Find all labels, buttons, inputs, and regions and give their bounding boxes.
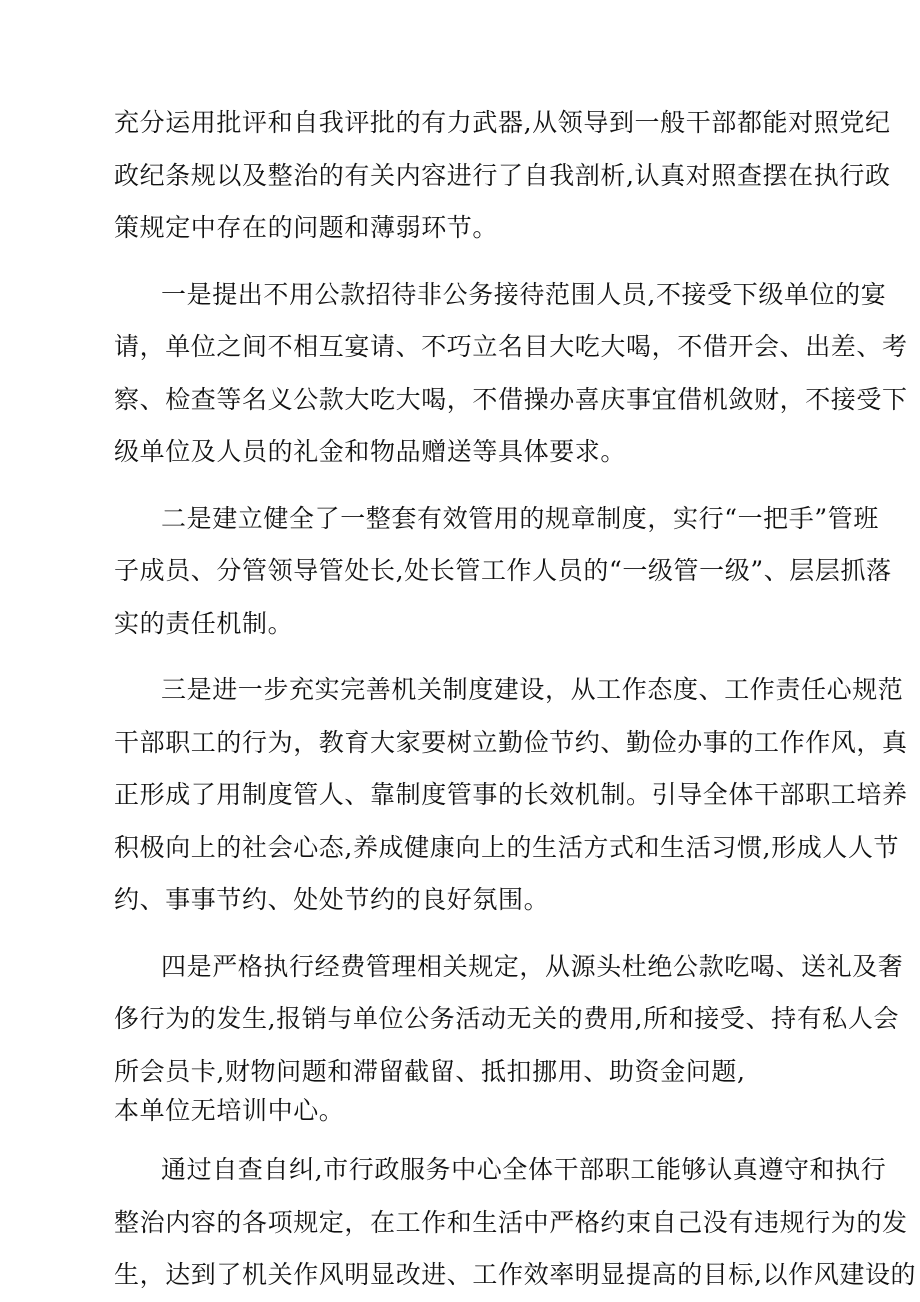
paragraph-criticism <box>114 97 891 255</box>
text-line: 二是建立健全了一整套有效管用的规章制度，实行“一把手”管班 <box>161 503 879 533</box>
text-line: 级单位及人员的礼金和物品赠送等具体要求。 <box>114 437 627 466</box>
paragraph-item-four <box>114 941 904 1131</box>
text-line: 侈行为的发生,报销与单位公务活动无关的费用,所和接受、持有私人会 <box>114 1004 900 1033</box>
paragraph-item-one <box>114 269 908 479</box>
text-line: 整治内容的各项规定，在工作和生活中严格约束自己没有违规行为的发 <box>114 1207 908 1237</box>
text-line: 三是进一步充实完善机关制度建设，从工作态度、工作责任心规范 <box>161 675 904 704</box>
text-line: 积极向上的社会心态,养成健康向上的生活方式和生活习惯,形成人人节 <box>114 832 900 862</box>
text-line: 子成员、分管领导管处长,处长管工作人员的“一级管一级”、层层抓落 <box>114 556 892 585</box>
text-line: 一是提出不用公款招待非公务接待范围人员,不接受下级单位的宴 <box>161 279 887 309</box>
text-line: 实的责任机制。 <box>114 608 294 638</box>
paragraph-conclusion <box>114 1144 917 1302</box>
text-line: 本单位无培训中心。 <box>114 1096 345 1125</box>
text-line: 四是严格执行经费管理相关规定，从源头杜绝公款吃喝、送礼及奢 <box>161 951 904 981</box>
text-line: 正形成了用制度管人、靠制度管事的长效机制。引导全体干部职工培养 <box>114 780 908 809</box>
text-line: 约、事事节约、处处节约的良好氛围。 <box>114 885 550 914</box>
text-line: 请，单位之间不相互宴请、不巧立名目大吃大喝，不借开会、出差、考 <box>114 332 908 361</box>
text-line: 政纪条规以及整治的有关内容进行了自我剖析,认真对照查摆在执行政 <box>114 160 891 190</box>
text-line: 生，达到了机关作风明显改进、工作效率明显提高的目标,以作风建设的 <box>114 1260 917 1289</box>
document-body <box>114 97 917 1302</box>
text-line: 干部职工的行为，教育大家要树立勤俭节约、勤俭办事的工作作风，真 <box>114 727 908 757</box>
paragraph-item-two <box>114 493 892 651</box>
text-line: 察、检查等名义公款大吃大喝，不借操办喜庆事宜借机敛财，不接受下 <box>114 384 908 414</box>
text-line: 充分运用批评和自我评批的有力武器,从领导到一般干部都能对照党纪 <box>114 108 891 137</box>
paragraph-item-three <box>114 664 908 927</box>
text-line: 通过自查自纠,市行政服务中心全体干部职工能够认真遵守和执行 <box>161 1155 887 1184</box>
text-line: 策规定中存在的问题和薄弱环节。 <box>114 213 499 242</box>
text-line: 所会员卡,财物问题和滞留截留、抵扣挪用、助资金问题, <box>114 1056 746 1086</box>
